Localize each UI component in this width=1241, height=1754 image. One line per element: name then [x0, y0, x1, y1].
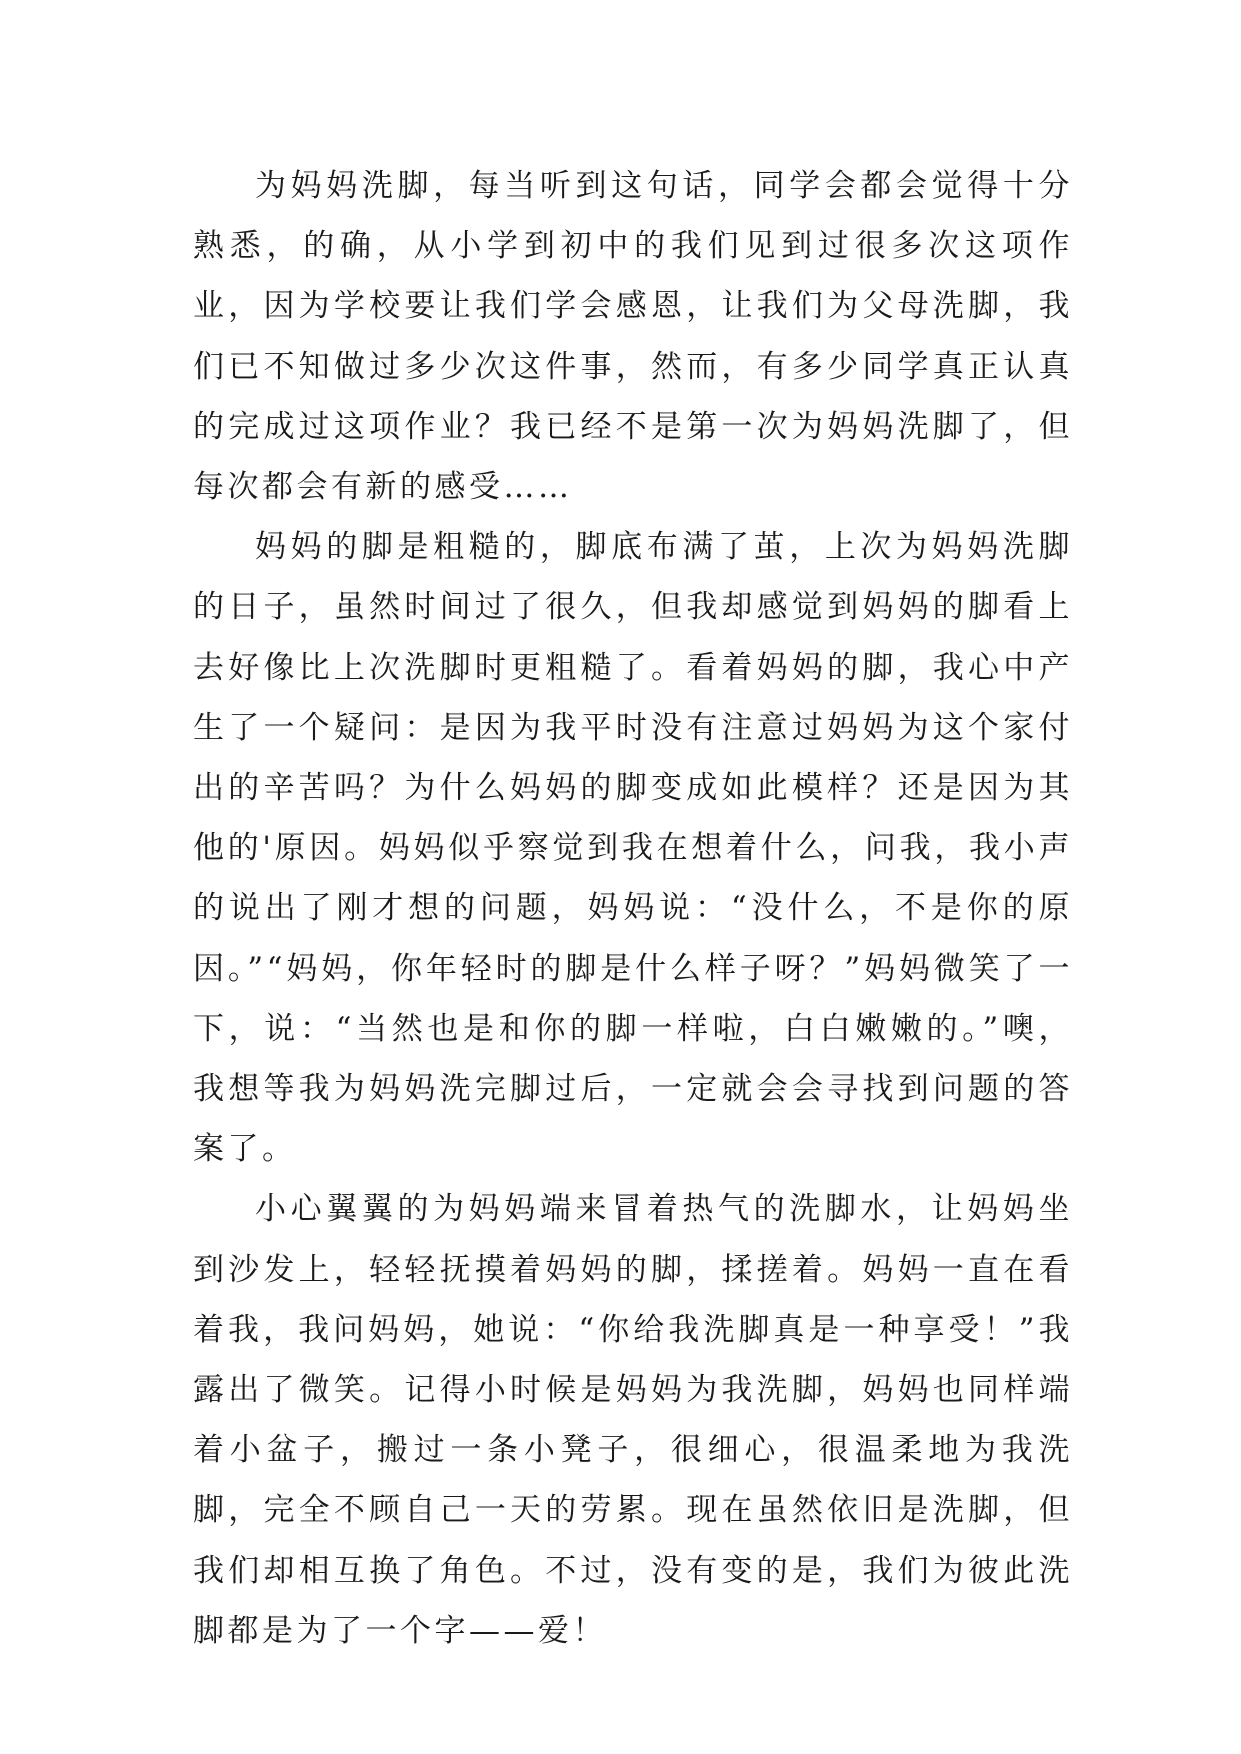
paragraph-3: 小心翼翼的为妈妈端来冒着热气的洗脚水，让妈妈坐到沙发上，轻轻抚摸着妈妈的脚，揉搓着。妈妈一直在看着我，我问妈妈，她说：“你给我洗脚真是一种享受！”我露出了微笑。记得小时候是妈妈为我洗脚，妈妈也同样端着小盆子，搬过一条小凳子，很细心，很温柔地为我洗脚，完全不顾自己一天的劳累。现在虽然依旧是洗脚，但我们却相互换了角色。不过，没有变的是，我们为彼此洗脚都是为了一个字——爱！ [193, 1191, 1073, 1649]
document-body [193, 156, 1073, 1661]
paragraph-1: 为妈妈洗脚，每当听到这句话，同学会都会觉得十分熟悉，的确，从小学到初中的我们见到过很多次这项作业，因为学校要让我们学会感恩，让我们为父母洗脚，我们已不知做过多少次这件事，然而，有多少同学真正认真的完成过这项作业？我已经不是第一次为妈妈洗脚了，但每次都会有新的感受…… [193, 168, 1073, 506]
paragraph-2: 妈妈的脚是粗糙的，脚底布满了茧，上次为妈妈洗脚的日子，虽然时间过了很久，但我却感觉到妈妈的脚看上去好像比上次洗脚时更粗糙了。看着妈妈的脚，我心中产生了一个疑问：是因为我平时没有注意过妈妈为这个家付出的辛苦吗？为什么妈妈的脚变成如此模样？还是因为其他的'原因。妈妈似乎察觉到我在想着什么，问我，我小声的说出了刚才想的问题，妈妈说：“没什么，不是你的原因。”“妈妈，你年轻时的脚是什么样子呀？”妈妈微笑了一下，说：“当然也是和你的脚一样啦，白白嫩嫩的。”噢，我想等我为妈妈洗完脚过后，一定就会会寻找到问题的答案了。 [193, 529, 1073, 1168]
